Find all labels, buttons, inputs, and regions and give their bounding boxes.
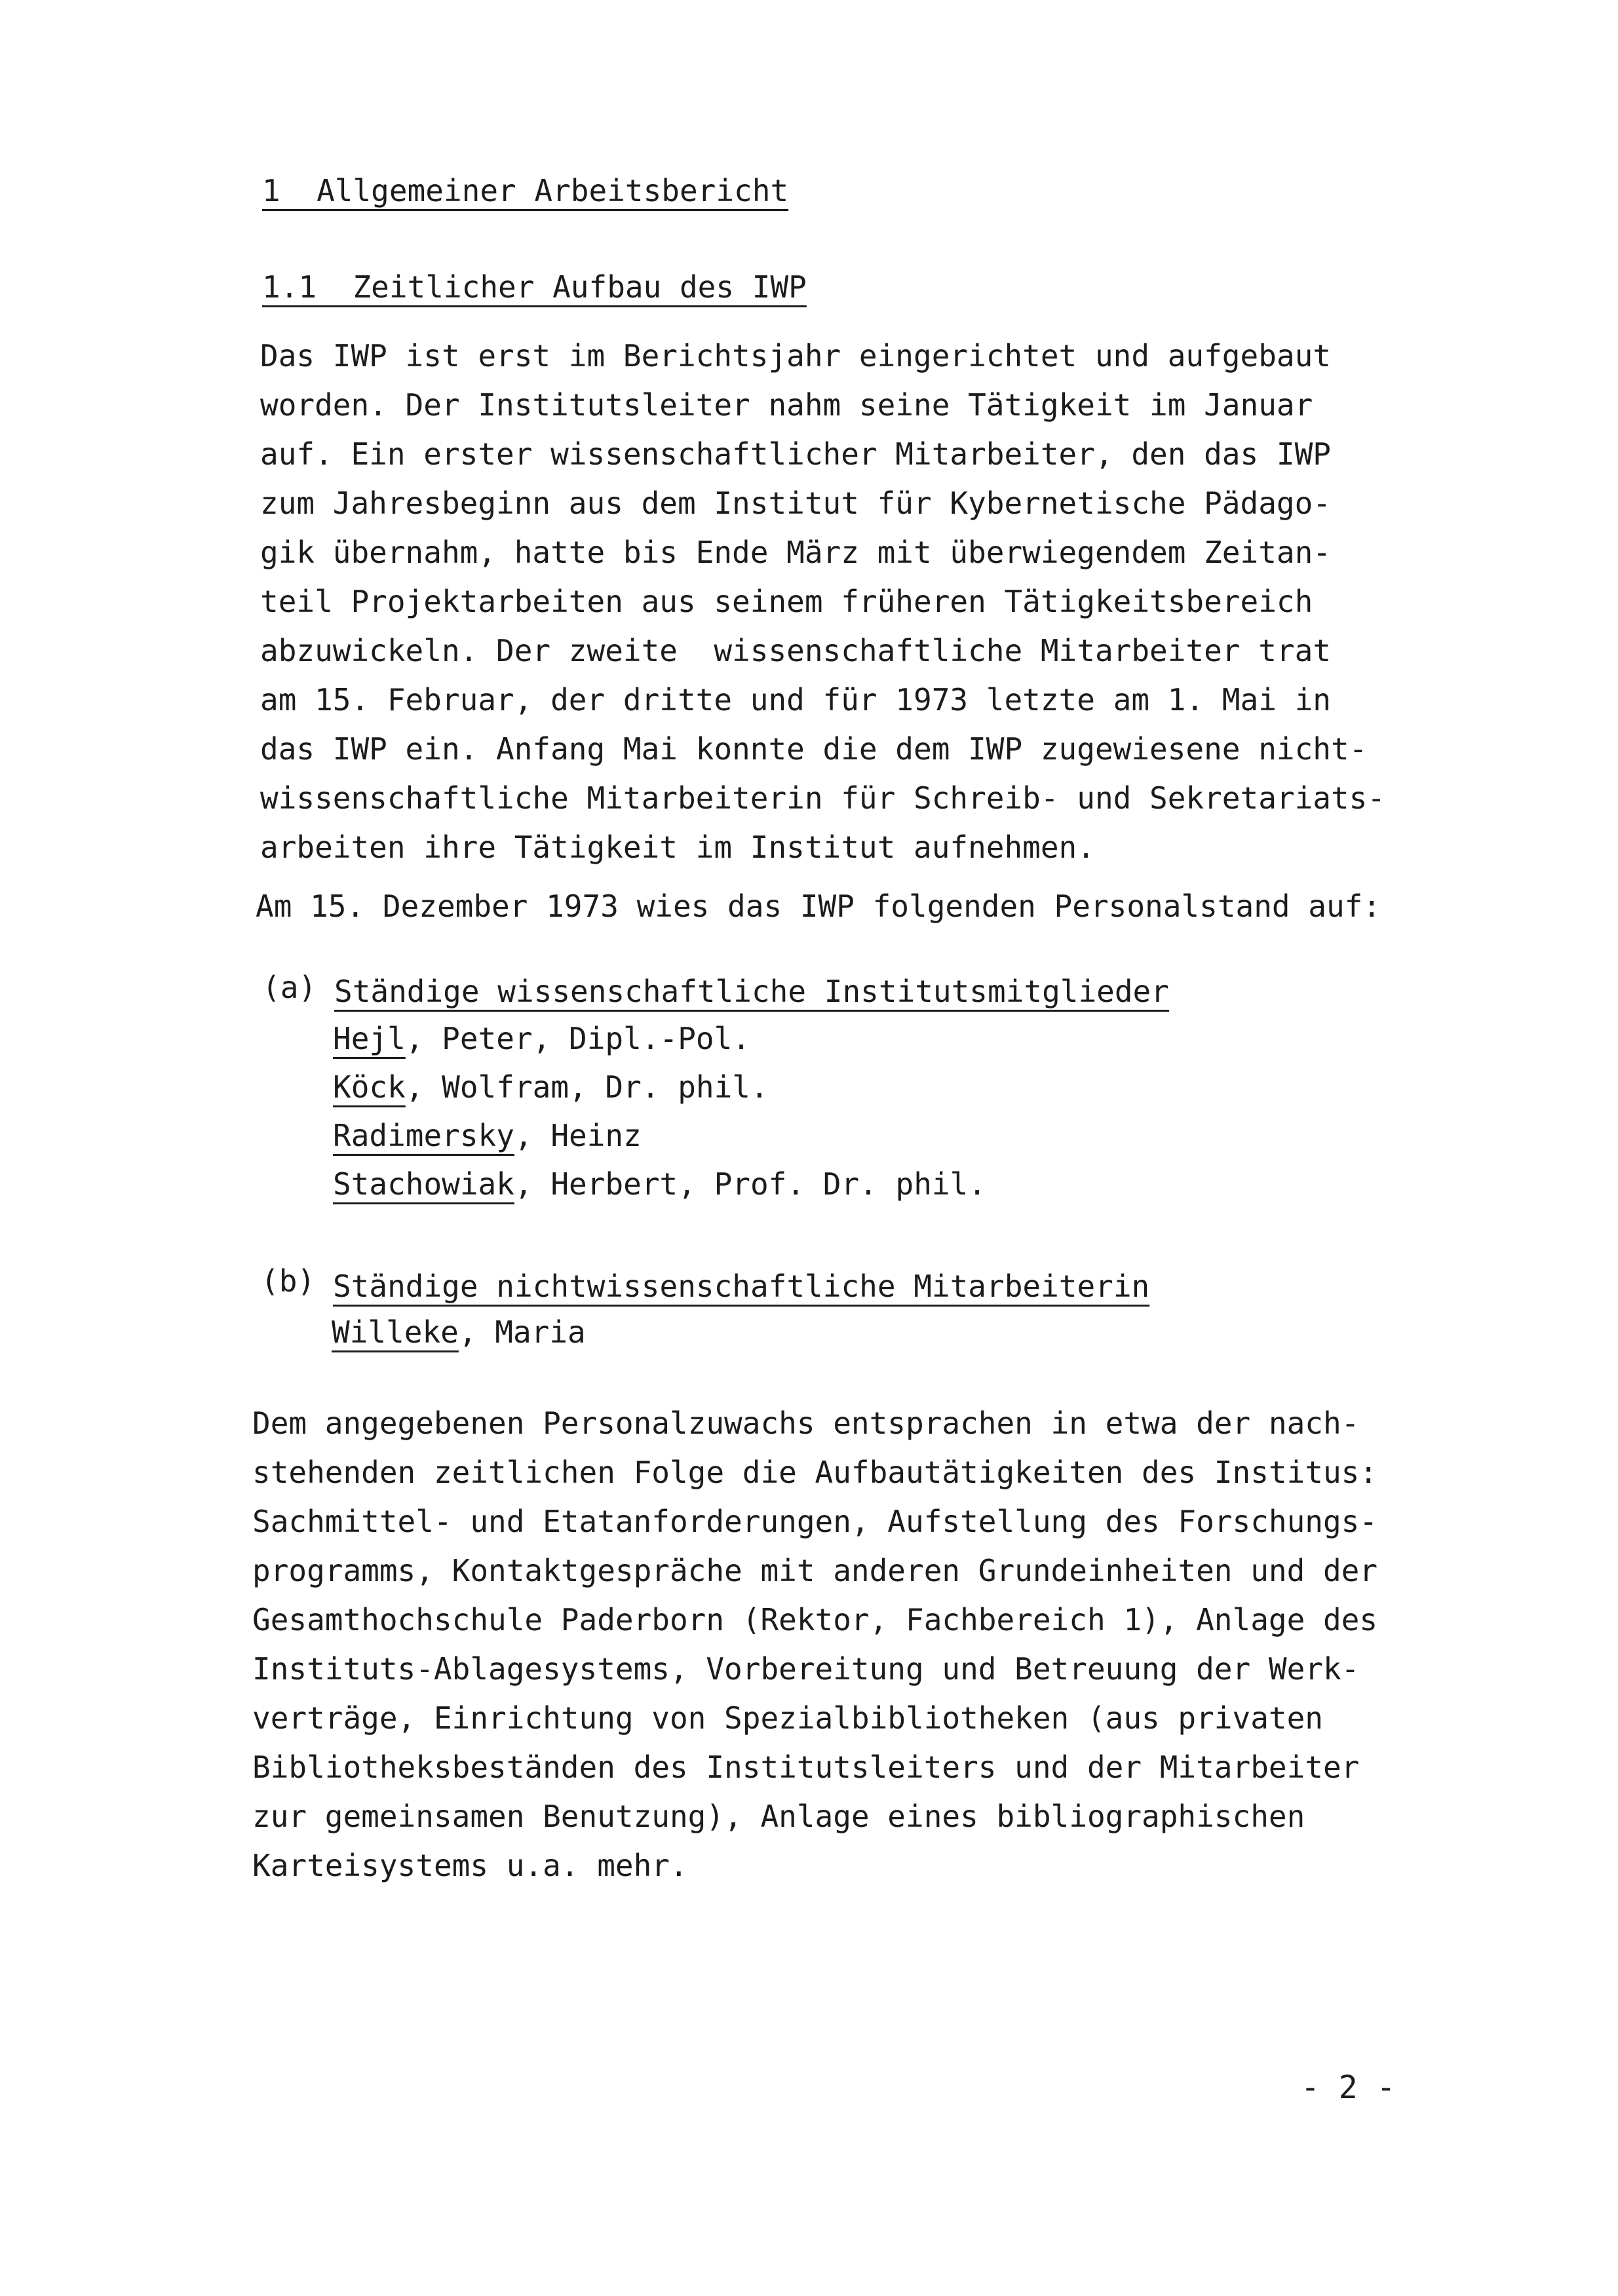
staff-surname: Köck [333, 1069, 406, 1105]
paragraph-1 [260, 332, 1385, 872]
paragraph-line: Das IWP ist erst im Berichtsjahr eingerichtet und aufgebaut [260, 338, 1331, 373]
staff-a-marker: (a) [262, 970, 317, 1005]
paragraph-line: Instituts-Ablagesystems, Vorbereitung und Betreuung der Werk- [252, 1651, 1360, 1687]
paragraph-line: am 15. Februar, der dritte und für 1973 letzte am 1. Mai in [260, 682, 1331, 718]
paragraph-line: arbeiten ihre Tätigkeit im Institut aufnehmen. [260, 830, 1095, 865]
paragraph-line: worden. Der Institutsleiter nahm seine Tätigkeit im Januar [260, 387, 1313, 423]
page-number: - 2 - [1301, 2069, 1396, 2106]
paragraph-line: verträge, Einrichtung von Spezialbibliotheken (aus privaten [252, 1700, 1323, 1736]
paragraph-line: stehenden zeitlichen Folge die Aufbautätigkeiten des Institus: [252, 1455, 1378, 1490]
paragraph-line: zur gemeinsamen Benutzung), Anlage eines bibliographischen [252, 1799, 1305, 1834]
staff-details: , Wolfram, Dr. phil. [405, 1069, 769, 1105]
paragraph-line: abzuwickeln. Der zweite wissenschaftliche Mitarbeiter trat [260, 633, 1331, 668]
paragraph-line: Sachmittel- und Etatanforderungen, Aufstellung des Forschungs- [252, 1504, 1378, 1539]
staff-details: , Peter, Dipl.-Pol. [405, 1021, 750, 1056]
staff-b-title: Ständige nichtwissenschaftliche Mitarbeiterin [333, 1269, 1150, 1304]
paragraph-line: zum Jahresbeginn aus dem Institut für Kybernetische Pädago- [260, 486, 1331, 521]
staff-details: , Herbert, Prof. Dr. phil. [514, 1166, 987, 1202]
staff-member [332, 1314, 586, 1350]
staff-details: , Heinz [514, 1118, 642, 1153]
section-heading-1: 1 Allgemeiner Arbeitsbericht [262, 173, 789, 208]
paragraph-line: teil Projektarbeiten aus seinem früheren Tätigkeitsbereich [260, 584, 1313, 619]
paragraph-line: auf. Ein erster wissenschaftlicher Mitarbeiter, den das IWP [260, 436, 1331, 472]
staff-surname: Radimersky [333, 1118, 514, 1153]
staff-member [333, 1120, 642, 1151]
staff-surname: Hejl [333, 1021, 406, 1056]
staff-details: , Maria [458, 1314, 586, 1350]
staff-a-title: Ständige wissenschaftliche Institutsmitglieder [334, 974, 1169, 1009]
paragraph-line: wissenschaftliche Mitarbeiterin für Schreib- und Sekretariats- [260, 780, 1386, 816]
paragraph-line: Gesamthochschule Paderborn (Rektor, Fachbereich 1), Anlage des [252, 1602, 1378, 1637]
staff-surname: Stachowiak [333, 1166, 514, 1202]
personnel-intro: Am 15. Dezember 1973 wies das IWP folgenden Personalstand auf: [256, 889, 1381, 924]
staff-member [333, 1069, 769, 1105]
paragraph-line: Dem angegebenen Personalzuwachs entsprachen in etwa der nach- [252, 1406, 1360, 1441]
paragraph-2 [252, 1399, 1377, 1890]
staff-member [333, 1021, 750, 1056]
paragraph-line: gik übernahm, hatte bis Ende März mit überwiegendem Zeitan- [260, 535, 1331, 570]
paragraph-line: Bibliotheksbeständen des Institutsleiters und der Mitarbeiter [252, 1750, 1360, 1785]
paragraph-line: das IWP ein. Anfang Mai konnte die dem IWP zugewiesene nicht- [260, 731, 1368, 767]
staff-b-marker: (b) [261, 1263, 316, 1299]
section-heading-1-1: 1.1 Zeitlicher Aufbau des IWP [262, 269, 807, 305]
paragraph-line: Karteisystems u.a. mehr. [252, 1848, 688, 1883]
staff-surname: Willeke [332, 1314, 459, 1350]
staff-member [333, 1166, 987, 1202]
paragraph-line: programms, Kontaktgespräche mit anderen Grundeinheiten und der [252, 1553, 1378, 1588]
